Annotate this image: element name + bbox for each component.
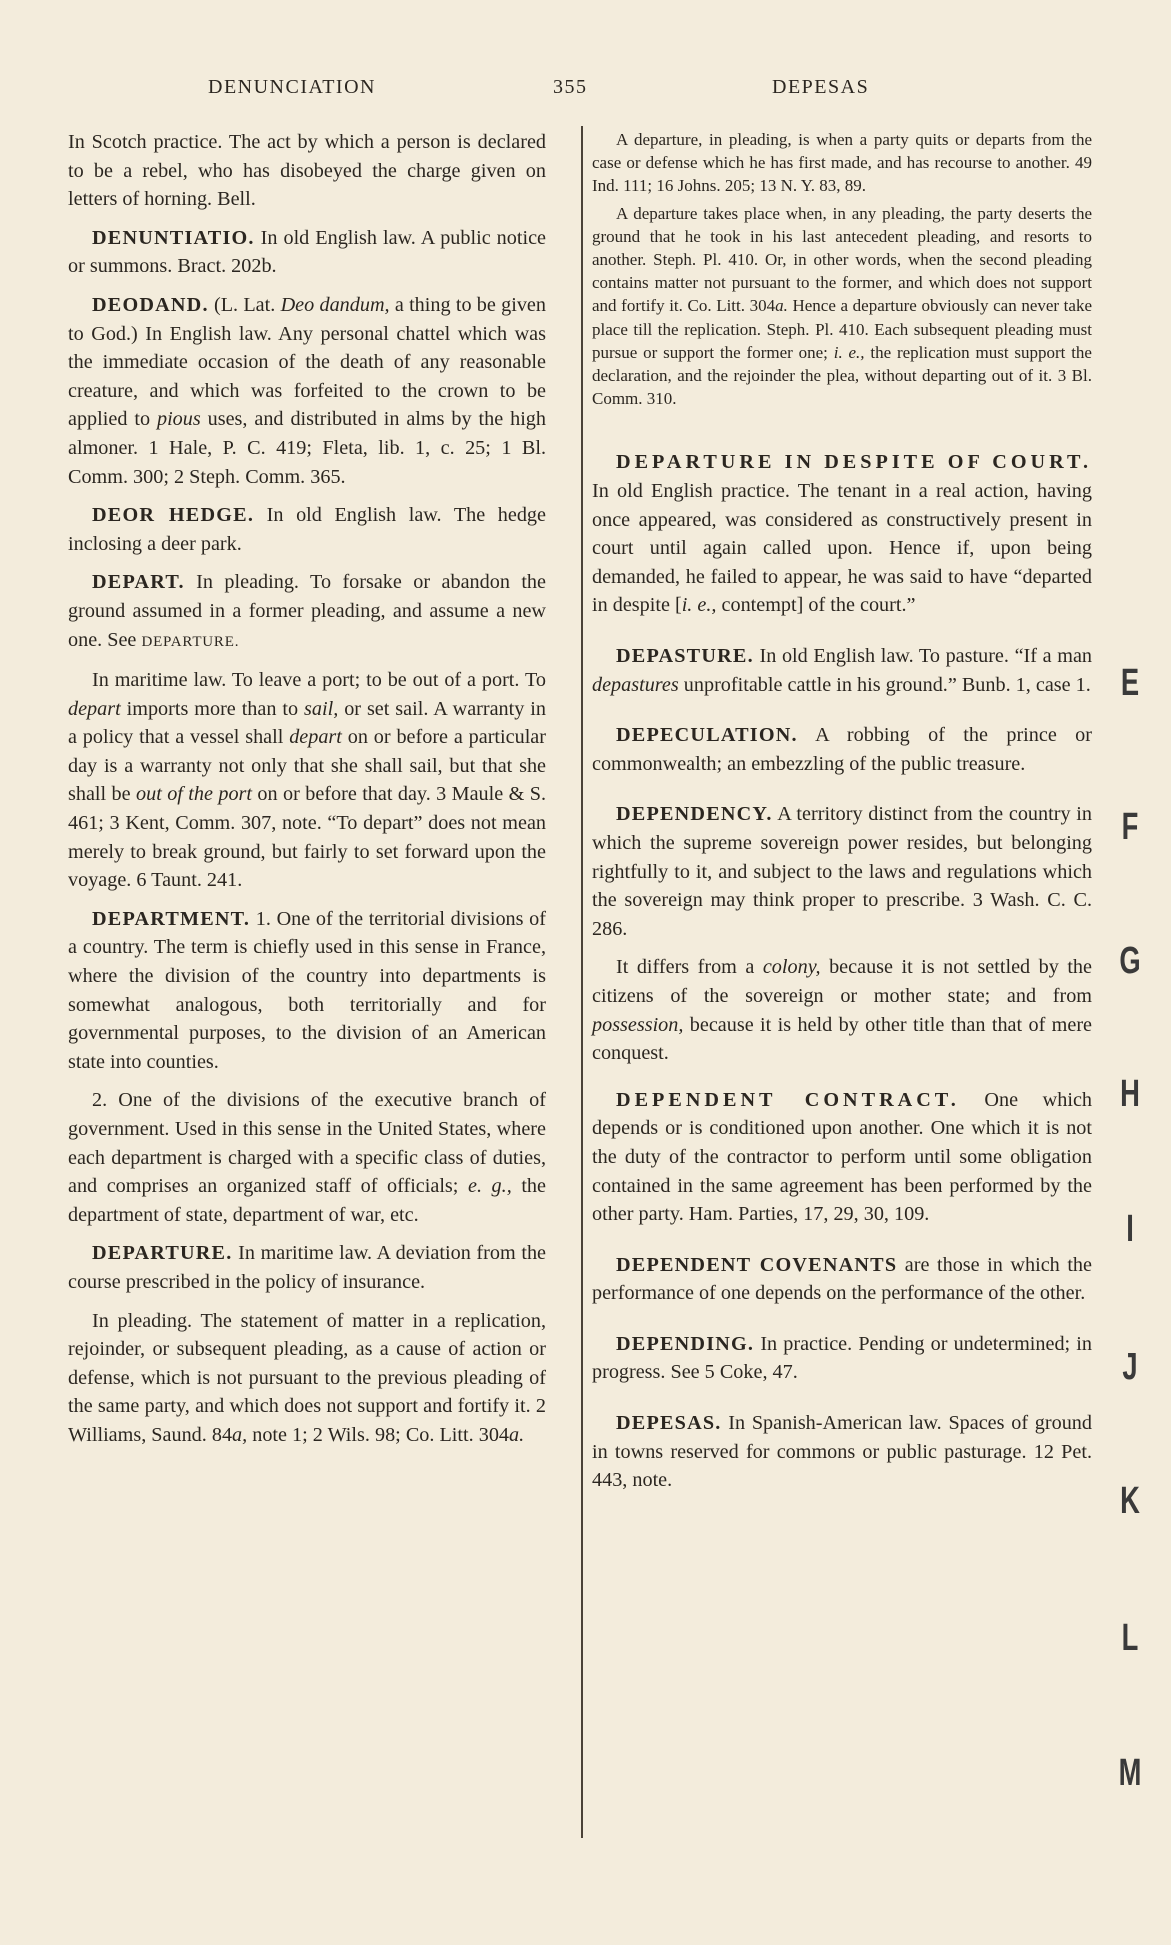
departure-quote-1: A departure, in pleading, is when a party quits or departs from the case or defense which he has first made, and has recourse to another. 49 Ind. 111; 16 Johns. 205; 13 N. Y. 83, 89.: [592, 130, 1092, 196]
entry-deodand: [68, 291, 546, 491]
header-last-word: DEPESAS: [772, 76, 870, 98]
departure-quote-2: [592, 202, 1092, 411]
text: because it is held by other title than that of mere conquest.: [592, 1013, 1092, 1065]
thumb-index-f: F: [1121, 806, 1139, 848]
italic-word: out of the port: [136, 783, 253, 806]
text: the department of state, department of war, etc.: [68, 1175, 546, 1226]
text: A departure takes place when, in any pleading, the party deserts the ground that he took in his last antecedent pleading, and resorts to another. Steph. Pl. 410. Or, in other words, when the second pleading contains matter not pursuant to the former, and which does not support and fortify it. Co. Litt. 304: [592, 203, 1092, 316]
latin-phrase: Deo dandum,: [280, 293, 390, 316]
italic-word: a.: [509, 1423, 525, 1446]
italic-word: colony,: [762, 956, 821, 979]
thumb-index-k: K: [1120, 1480, 1140, 1522]
page-number: 355: [553, 76, 588, 98]
entry-depasture: [592, 642, 1092, 699]
text: or set sail. A warranty in a policy that a vessel shall: [68, 697, 546, 749]
italic-word: a.: [775, 296, 788, 316]
headword: DEPARTMENT.: [92, 907, 251, 930]
definition: A robbing of the prince or commonwealth; an embezzling of the public treasure.: [592, 724, 1092, 775]
headword: DEPARTURE.: [92, 1242, 233, 1265]
text: It differs from a: [616, 956, 763, 979]
italic-word: possession,: [592, 1013, 684, 1036]
definition: In old English law. To pasture. “If a man: [753, 645, 1092, 667]
thumb-index-e: E: [1120, 662, 1140, 704]
header-first-word: DENUNCIATION: [208, 76, 376, 98]
entry-department: [68, 905, 546, 1077]
entry-depending: [592, 1330, 1092, 1387]
headword: DEPENDENT CONTRACT.: [616, 1088, 960, 1111]
italic-word: i. e.,: [681, 594, 717, 617]
definition: In old English law. The hedge inclosing a deer park.: [68, 504, 546, 555]
headword: DEPENDENT COVENANTS: [616, 1253, 898, 1276]
entry-dependent-covenants: [592, 1251, 1092, 1308]
italic-word: e. g.,: [467, 1175, 512, 1198]
definition: In Spanish-American law. Spaces of ground in towns reserved for commons or public pasturage. 12 Pet. 443, note.: [592, 1412, 1092, 1492]
definition: In old English law. A public notice or summons. Bract. 202b.: [68, 226, 546, 278]
headword: DEPENDENCY.: [616, 803, 773, 826]
definition: One which depends or is conditioned upon another. One which it is not the duty of the contractor to perform until some obligation contained in the same agreement has been performed by the other party. Ham. Parties, 17, 29, 30, 109.: [592, 1088, 1093, 1226]
thumb-index-m: M: [1118, 1752, 1142, 1794]
italic-word: pious: [156, 408, 201, 431]
denunciation-continuation: In Scotch practice. The act by which a person is declared to be a rebel, who has disobeyed the charge given on letters of horning. Bell.: [68, 131, 546, 211]
definition: A territory distinct from the country in which the supreme sovereign power resides, but belonging rightfully to it, and subject to the laws and regulations which the sovereign may think proper to prescribe. 3 Wash. C. C. 286.: [592, 803, 1092, 940]
entry-departure-in-despite: [592, 448, 1092, 620]
definition: uses, and distributed in alms by the high almoner. 1 Hale, P. C. 419; Fleta, lib. 1, c. 25; 1 Bl. Comm. 300; 2 Steph. Comm. 365.: [68, 408, 546, 488]
right-column: [592, 128, 1092, 1505]
definition: unprofitable cattle in his ground.” Bunb. 1, case 1.: [678, 673, 1091, 696]
thumb-index-h: H: [1120, 1073, 1140, 1115]
definition: are those in which the performance of one depends on the performance of the other.: [592, 1253, 1092, 1305]
column-divider: [581, 126, 583, 1838]
definition: a thing to be given to God.) In English law. Any personal chattel which was the immediate occasion of the death of any reasonable creature, and which was forfeited to the crown to be applied to: [68, 293, 546, 431]
definition: In old English practice. The tenant in a real action, having once appeared, was considered as constructively present in court until again called upon. Hence if, upon being demanded, he failed to appear, he was said to have “departed in despite [: [592, 480, 1092, 617]
italic-word: depastures: [592, 673, 679, 696]
cross-reference: DEPARTURE.: [141, 633, 240, 650]
text: Hence a departure obviously can never take place till the replication. Steph. Pl. 410. Each subsequent pleading must pursue or support the former one;: [592, 296, 1092, 362]
headword: DEPECULATION.: [616, 724, 798, 747]
text: In pleading. The statement of matter in a replication, rejoinder, or subsequent pleading, as a cause of action or defense, which is not pursuant to the previous pleading of the same party, and which does not support and fortify it. 2 Williams, Saund. 84: [68, 1309, 546, 1446]
italic-word: depart: [289, 726, 342, 749]
thumb-index-j: J: [1122, 1346, 1138, 1388]
thumb-index-l: L: [1121, 1617, 1139, 1659]
entry-depeculation: [592, 721, 1092, 778]
entry-depart-maritime: [68, 666, 546, 895]
text: imports more than to: [120, 697, 305, 720]
headword: DEPESAS.: [616, 1412, 722, 1435]
definition: (L. Lat.: [208, 293, 281, 316]
headword: DEPENDING.: [616, 1332, 755, 1355]
headword: DEPARTURE IN DESPITE OF COURT.: [616, 451, 1092, 474]
definition: In pleading. To forsake or abandon the ground assumed in a former pleading, and assume a new one. See: [68, 571, 546, 651]
entry-depesas: [592, 1409, 1092, 1495]
text: note 1; 2 Wils. 98; Co. Litt. 304: [247, 1423, 510, 1446]
text: the replication must support the declaration, and the rejoinder the plea, without departing out of it. 3 Bl. Comm. 310.: [592, 342, 1092, 409]
thumb-index-i: I: [1126, 1208, 1134, 1250]
text: on or before that day. 3 Maule & S. 461; 3 Kent, Comm. 307, note. “To depart” does not mean merely to break ground, but fairly to set forward upon the voyage. 6 Taunt. 241.: [68, 783, 547, 892]
entry-dependent-contract: [592, 1086, 1092, 1229]
definition: In practice. Pending or undetermined; in progress. See 5 Coke, 47.: [592, 1332, 1092, 1384]
text: on or before a particular day is a warranty not only that she shall sail, but that she shall be: [68, 726, 546, 806]
text: because it is not settled by the citizens of the sovereign or mother state; and from: [592, 956, 1092, 1007]
text: In maritime law. To leave a port; to be out of a port. To: [92, 669, 546, 692]
text: 2. One of the divisions of the executive branch of government. Used in this sense in the United States, where each department is charged with a specific class of duties, and comprises an organized staff of officials;: [68, 1089, 546, 1198]
definition: contempt] of the court.”: [716, 594, 916, 617]
entry-depart: [68, 568, 546, 656]
definition: In maritime law. A deviation from the course prescribed in the policy of insurance.: [68, 1242, 546, 1293]
thumb-index-g: G: [1119, 940, 1141, 982]
entry-departure: [68, 1239, 546, 1296]
left-column: [68, 128, 546, 1460]
entry-department-2: [68, 1086, 546, 1229]
entry-deor-hedge: [68, 501, 546, 558]
italic-word: i. e.,: [833, 342, 865, 362]
entry-departure-pleading: [68, 1307, 546, 1450]
headword: DEPASTURE.: [616, 645, 754, 667]
entry-dependency-2: [592, 953, 1092, 1067]
definition: 1. One of the territorial divisions of a country. The term is chiefly used in this sense in France, where the division of the country into departments is somewhat analogous, both territorially and for governmental purposes, to the division of an American state into counties.: [68, 907, 546, 1073]
headword: DENUNTIATIO.: [92, 226, 255, 249]
headword: DEOR HEDGE.: [92, 504, 255, 527]
italic-word: sail,: [304, 697, 339, 720]
headword: DEODAND.: [92, 293, 209, 316]
entry-denuntiatio: [68, 224, 546, 281]
headword: DEPART.: [92, 571, 185, 594]
running-header: [0, 76, 1171, 106]
italic-word: a,: [232, 1423, 248, 1446]
entry-dependency: [592, 800, 1092, 943]
italic-word: depart: [68, 697, 121, 720]
